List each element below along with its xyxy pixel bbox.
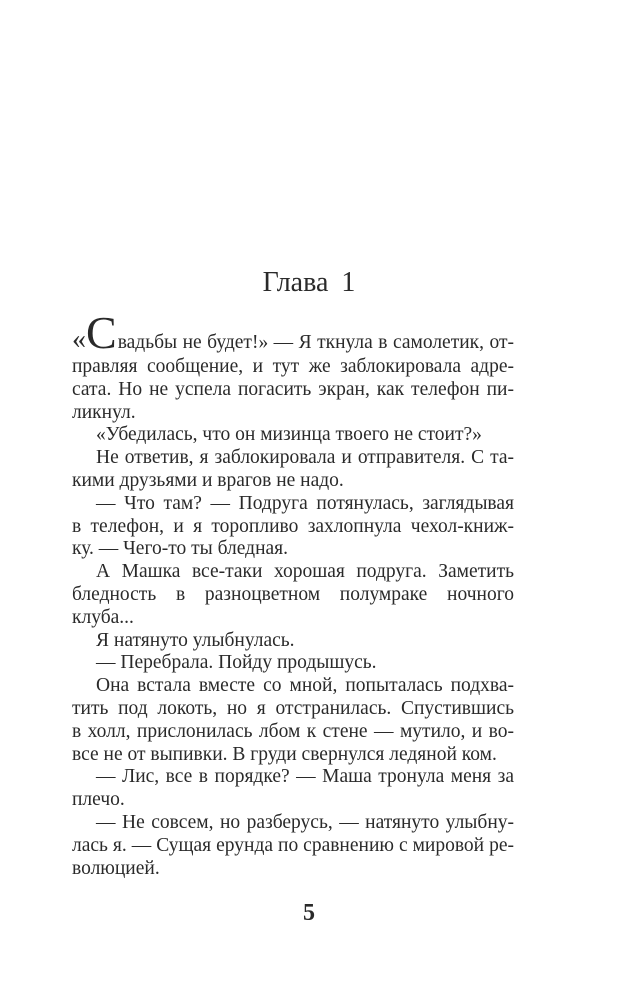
text-line: — Перебрала. Пойду продышусь.	[96, 652, 377, 674]
text-line: «Убедилась, что он мизинца твоего не стоит?»	[96, 424, 482, 446]
text-line: в холл, прислонилась лбом к стене — мутило, и во-	[72, 720, 514, 742]
text-line: правляя сообщение, и тут же заблокировала адре-	[72, 356, 514, 377]
text-line: сата. Но не успела погасить экран, как телефон пи-	[72, 378, 514, 400]
text-line: кими друзьями и врагов не надо.	[72, 469, 344, 491]
text-line: А Машка все-таки хорошая подруга. Заметить	[96, 561, 514, 583]
first-line	[72, 307, 514, 358]
text-line: клуба...	[72, 606, 134, 628]
text-line: лась я. — Сущая ерунда по сравнению с мировой ре-	[72, 834, 514, 856]
drop-cap-quote: «	[72, 324, 86, 355]
text-line: все не от выпивки. В груди свернулся ледяной ком.	[72, 743, 497, 765]
page-number: 5	[303, 900, 315, 926]
text-line: в телефон, и я торопливо захлопнула чехол-книж-	[72, 515, 514, 537]
text-line: ликнул.	[72, 401, 136, 423]
body-text	[72, 307, 514, 880]
text-line: бледность в разноцветном полумраке ночного	[72, 583, 514, 605]
text-line: плечо.	[72, 789, 125, 811]
text-line: ку. — Чего-то ты бледная.	[72, 538, 289, 560]
text-line: тить под локоть, но я отстранилась. Спустившись	[72, 697, 514, 719]
text-line: Она встала вместе со мной, попыталась подхва-	[96, 675, 514, 697]
text-line: — Что там? — Подруга потянулась, заглядывая	[96, 492, 514, 514]
text-line: волюцией.	[72, 857, 160, 879]
first-line-text: вадьбы не будет!» — Я ткнула в самолетик, от-	[117, 332, 514, 353]
drop-cap-letter: С	[86, 307, 117, 358]
text-line: — Лис, все в порядке? — Маша тронула меня за	[96, 766, 514, 788]
text-line: — Не совсем, но разберусь, — натянуто улыбну-	[96, 811, 514, 833]
chapter-title: Глава 1	[262, 267, 356, 298]
text-line: Не ответив, я заблокировала и отправителя. С та-	[96, 447, 514, 469]
text-line: Я натянуто улыбнулась.	[96, 629, 295, 651]
